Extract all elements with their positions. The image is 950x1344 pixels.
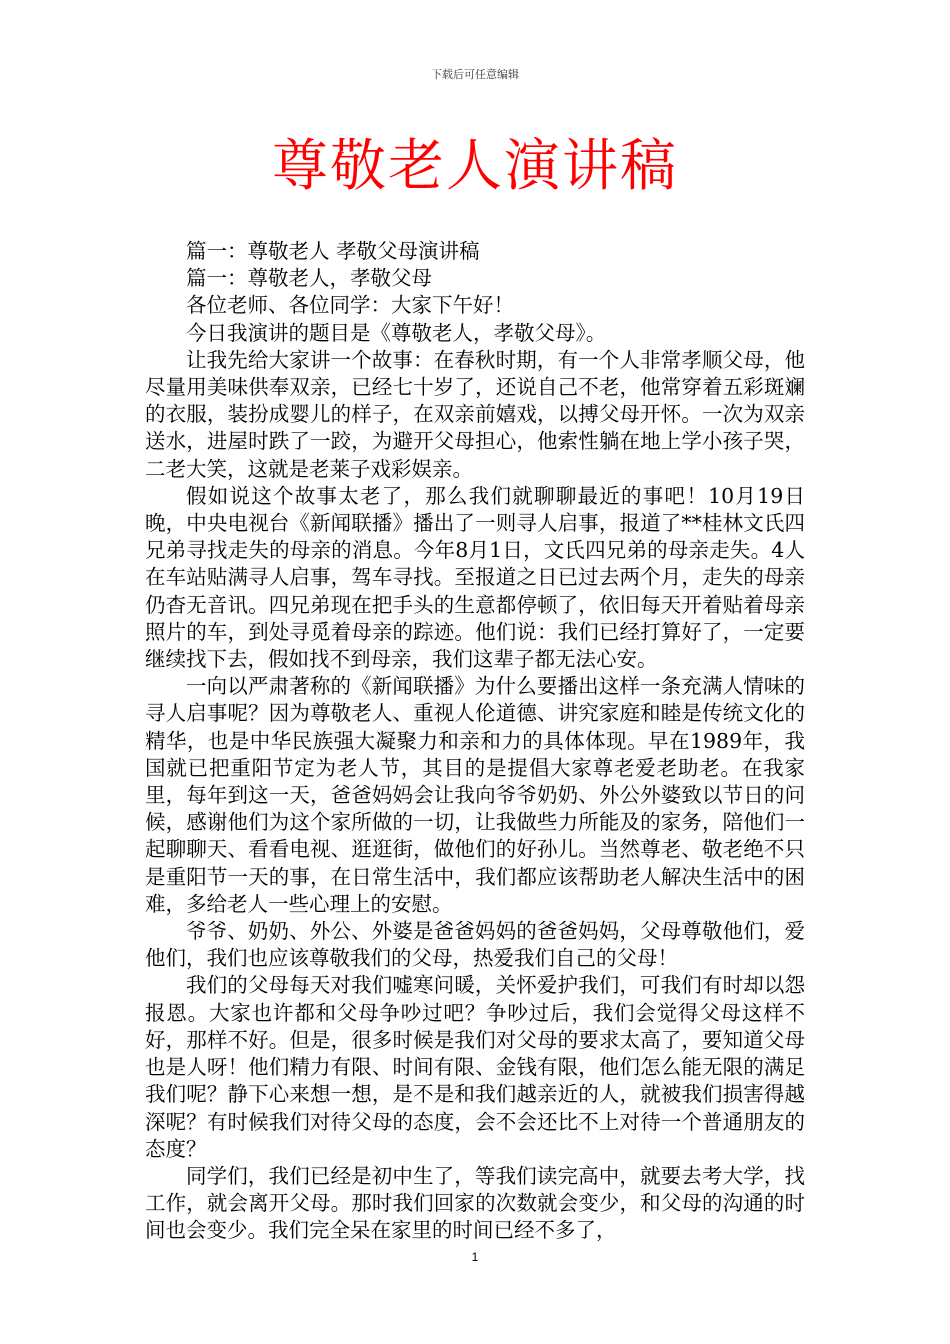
paragraph: 让我先给大家讲一个故事：在春秋时期，有一个人非常孝顺父母，他尽量用美味供奉双亲，已经七十岁了，还说自己不老，他常穿着五彩斑斓的衣服，装扮成婴儿的样子，在双亲前嬉戏，以搏父母开怀。一次为双亲送水，进屋时跌了一跤，为避开父母担心，他索性躺在地上学小孩子哭，二老大笑，这就是老莱子戏彩娱亲。	[145, 347, 805, 481]
header-note: 下载后可任意编辑	[431, 68, 519, 81]
document-body	[145, 238, 805, 1245]
page-number: 1	[471, 1250, 479, 1264]
paragraph: 一向以严肃著称的《新闻联播》为什么要播出这样一条充满人情味的寻人启事呢？因为尊敬老人、重视人伦道德、讲究家庭和睦是传统文化的精华，也是中华民族强大凝聚力和亲和力的具体体现。早在1989年，我国就已把重阳节定为老人节，其目的是提倡大家尊老爱老助老。在我家里，每年到这一天，爸爸妈妈会让我向爷爷奶奶、外公外婆致以节日的问候，感谢他们为这个家所做的一切，让我做些力所能及的家务，陪他们一起聊聊天、看看电视、逛逛街，做他们的好孙儿。当然尊老、敬老绝不只是重阳节一天的事，在日常生活中，我们都应该帮助老人解决生活中的困难，多给老人一些心理上的安慰。	[145, 674, 805, 916]
document-title: 尊敬老人演讲稿	[272, 134, 678, 199]
paragraph: 篇一：尊敬老人，孝敬父母	[186, 266, 432, 291]
paragraph: 假如说这个故事太老了，那么我们就聊聊最近的事吧！10月19日晚，中央电视台《新闻联播》播出了一则寻人启事，报道了**桂林文氏四兄弟寻找走失的母亲的消息。今年8月1日，文氏四兄弟的母亲走失。4人在车站贴满寻人启事，驾车寻找。至报道之日已过去两个月，走失的母亲仍杳无音讯。四兄弟现在把手头的生意都停顿了，依旧每天开着贴着母亲照片的车，到处寻觅着母亲的踪迹。他们说：我们已经打算好了，一定要继续找下去，假如找不到母亲，我们这辈子都无法心安。	[145, 483, 805, 672]
paragraph: 篇一：尊敬老人 孝敬父母演讲稿	[186, 239, 480, 263]
paragraph: 爷爷、奶奶、外公、外婆是爸爸妈妈的爸爸妈妈，父母尊敬他们，爱他们，我们也应该尊敬我们的父母，热爱我们自己的父母！	[145, 919, 805, 971]
paragraph: 同学们，我们已经是初中生了，等我们读完高中，就要去考大学，找工作，就会离开父母。那时我们回家的次数就会变少，和父母的沟通的时间也会变少。我们完全呆在家里的时间已经不多了，	[145, 1163, 805, 1243]
paragraph: 我们的父母每天对我们嘘寒问暖，关怀爱护我们，可我们有时却以怨报恩。大家也许都和父母争吵过吧？争吵过后，我们会觉得父母这样不好，那样不好。但是，很多时候是我们对父母的要求太高了，要知道父母也是人呀！他们精力有限、时间有限、金钱有限，他们怎么能无限的满足我们呢？静下心来想一想，是不是和我们越亲近的人，就被我们损害得越深呢？有时候我们对待父母的态度，会不会还比不上对待一个普通朋友的态度？	[145, 973, 805, 1161]
paragraph: 今日我演讲的题目是《尊敬老人，孝敬父母》。	[186, 320, 607, 345]
paragraph: 各位老师、各位同学：大家下午好！	[186, 293, 514, 318]
